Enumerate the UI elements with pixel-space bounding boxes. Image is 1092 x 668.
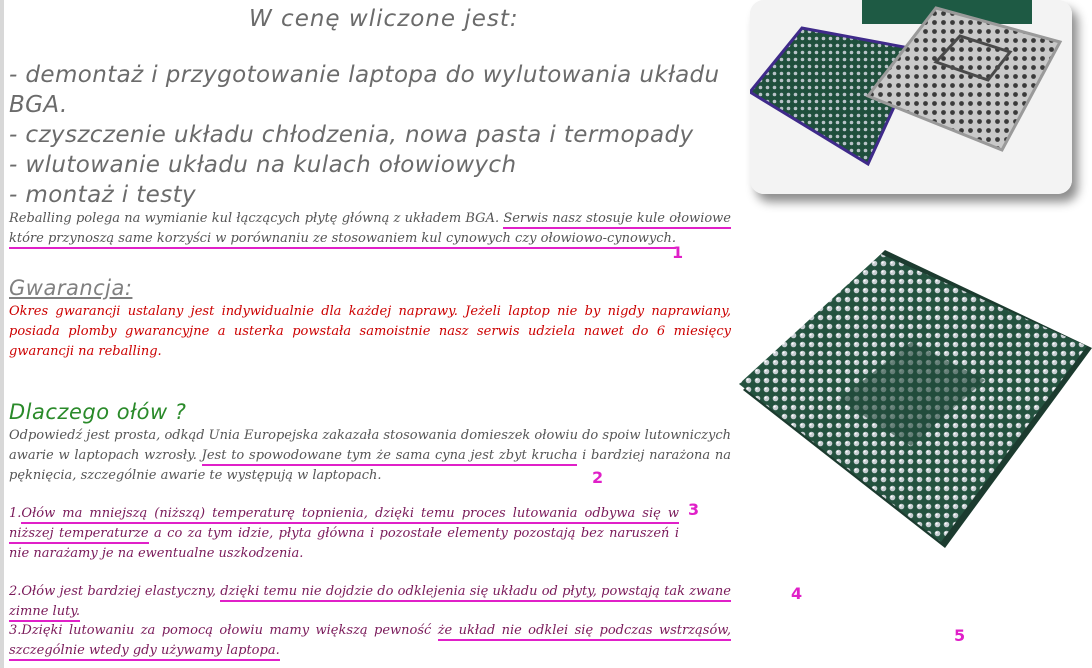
point-1-paragraph xyxy=(9,504,679,564)
point-3-paragraph xyxy=(9,621,731,661)
bga-chip-stencil-photo xyxy=(750,0,1072,194)
point-2-paragraph xyxy=(9,582,731,622)
bga-chip-illustration xyxy=(735,250,1092,550)
annotation-marker-3: 3 xyxy=(688,500,700,519)
bga-chip-stencil-illustration xyxy=(750,0,1072,194)
point-1-highlight: Ołów ma mniejszą (niższą) temperaturę topnienia, dzięki temu proces lutowania odbywa się w niższej temperaturze xyxy=(9,506,679,544)
why-lead-paragraph xyxy=(9,426,731,486)
guarantee-heading: Gwarancja: xyxy=(9,276,133,300)
point-3-highlight: że układ nie odklei się podczas wstrząsów, szczególnie wtedy gdy używamy laptopa. xyxy=(9,623,731,661)
included-item: - demontaż i przygotowanie laptopa do wylutowania układu xyxy=(9,62,720,88)
included-list xyxy=(9,60,749,210)
included-title: W cenę wliczone jest: xyxy=(249,6,519,32)
included-item: - wlutowanie układu na kulach ołowiowych xyxy=(9,152,517,178)
point-2-highlight: dzięki temu nie dojdzie do odklejenia się układu od płyty, powstają tak zwane zimne luty. xyxy=(9,584,731,622)
included-item: BGA. xyxy=(9,92,68,118)
point-1-prefix: 1. xyxy=(9,506,22,521)
why-lead-text-end: i bardziej narażona na pęknięcia, szczególnie awarie te występują w laptopach. xyxy=(9,448,731,483)
reballing-paragraph xyxy=(9,209,731,249)
included-item: - montaż i testy xyxy=(9,182,197,208)
bga-chip-photo xyxy=(735,250,1092,550)
page-left-border xyxy=(0,0,4,668)
why-lead-heading: Dlaczego ołów ? xyxy=(9,400,187,424)
reballing-highlight: Serwis nasz stosuje kule ołowiowe które przynoszą same korzyści w porównaniu ze stosowaniem kul cynowych czy ołowiowo-cynowych. xyxy=(9,211,731,249)
annotation-marker-5: 5 xyxy=(954,626,966,645)
point-3-prefix: 3.Dzięki lutowaniu za pomocą ołowiu mamy większą pewność xyxy=(9,623,438,638)
why-lead-text: Odpowiedź jest prosta, odkąd Unia Europejska zakazała stosowania domieszek ołowiu do spoiw lutowniczych awarie w laptopach wzrosły. xyxy=(9,428,731,463)
point-2-prefix: 2.Ołów jest bardziej elastyczny, xyxy=(9,584,221,599)
annotation-marker-4: 4 xyxy=(791,584,803,603)
reballing-text: Reballing polega na wymianie kul łączących płytę główną z układem BGA. xyxy=(9,211,504,226)
annotation-marker-2: 2 xyxy=(592,468,604,487)
guarantee-paragraph: Okres gwarancji ustalany jest indywidualnie dla każdej naprawy. Jeżeli laptop nie by nigdy naprawiany, posiada plomby gwarancyjne a usterka powstała samoistnie nasz serwis udziela nawet do 6 miesięcy gwarancji na reballing. xyxy=(9,304,731,359)
annotation-marker-1: 1 xyxy=(672,243,684,262)
included-item: - czyszczenie układu chłodzenia, nowa pasta i termopady xyxy=(9,122,694,148)
point-1-suffix: a co za tym idzie, płyta główna i pozostałe elementy pozostają bez naruszeń i nie narażamy je na ewentualne uszkodzenia. xyxy=(9,526,679,561)
why-lead-highlight: Jest to spowodowane tym że sama cyna jest zbyt krucha xyxy=(202,448,578,466)
